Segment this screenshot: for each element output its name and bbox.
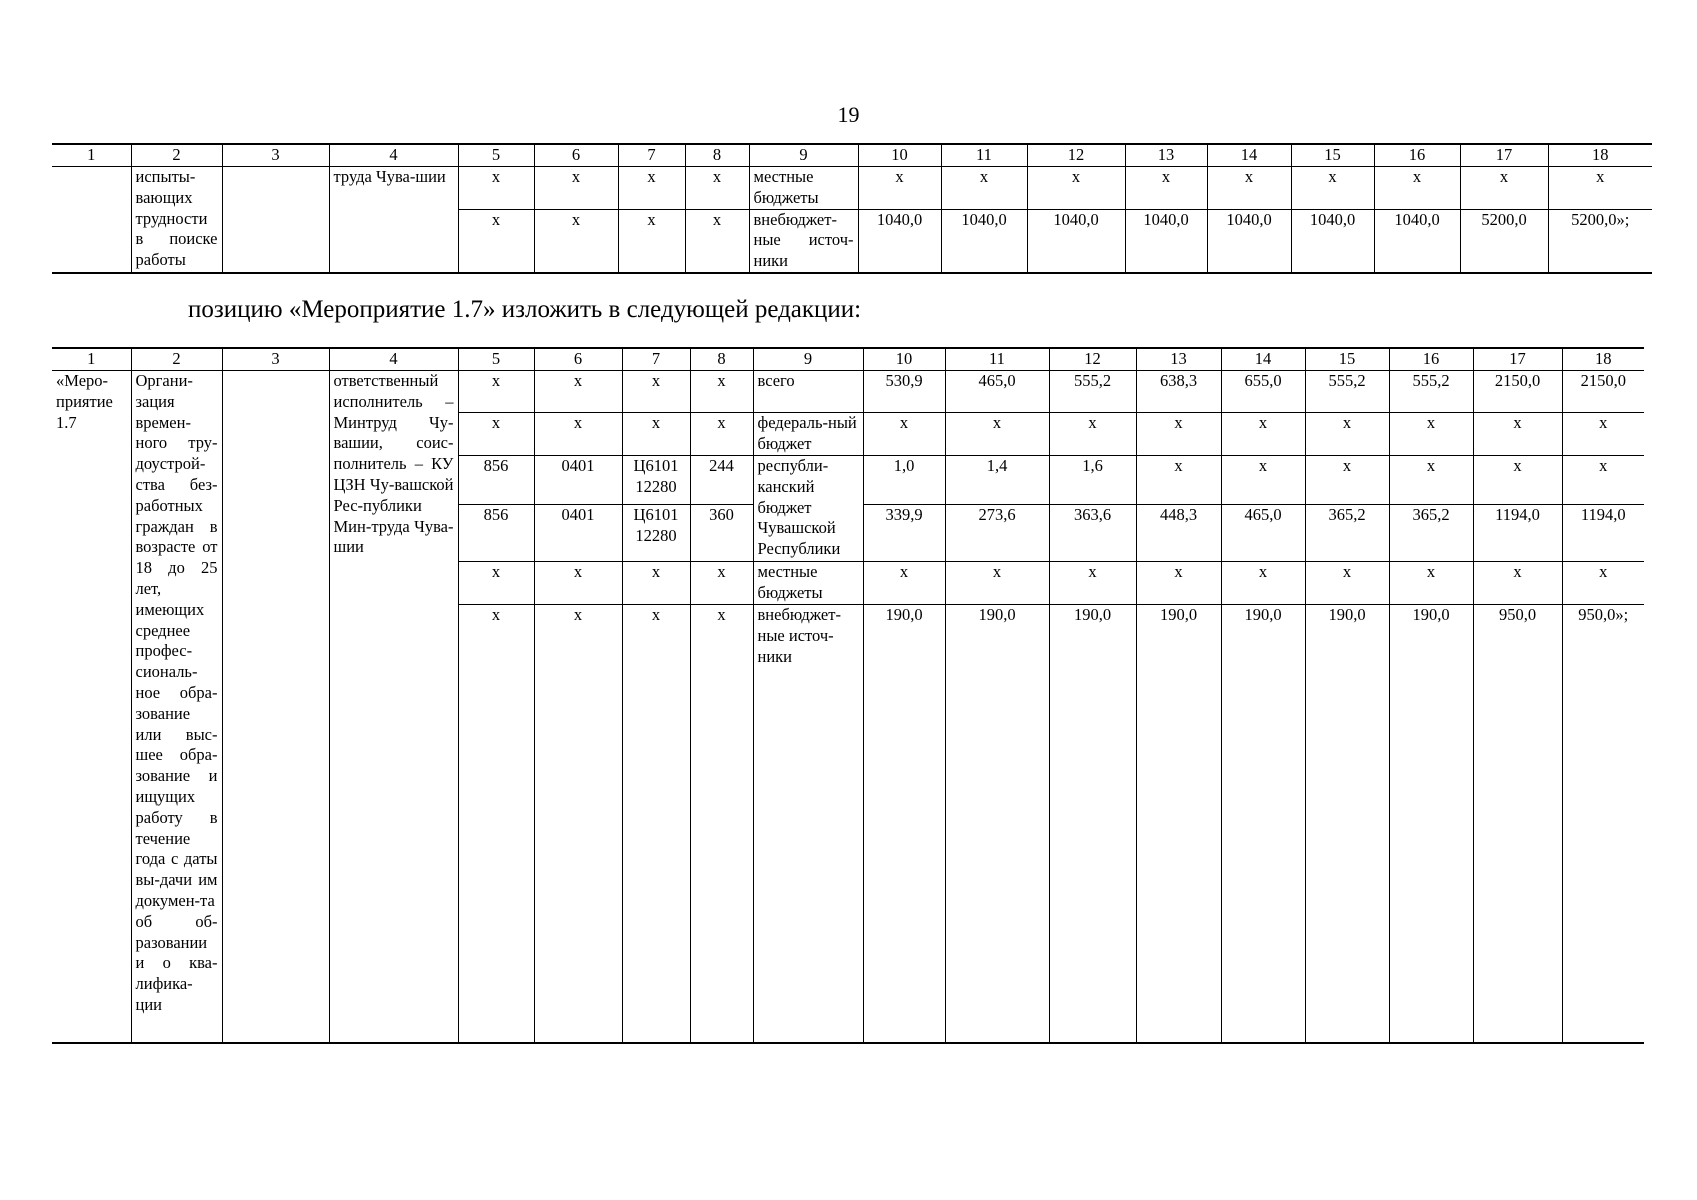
instruction-text: позицию «Мероприятие 1.7» изложить в следующей редакции: <box>188 296 862 323</box>
program-cell <box>222 167 329 274</box>
column-number: 17 <box>1473 348 1562 371</box>
value-cell: х <box>1136 456 1221 505</box>
value-cell: 5200,0»; <box>1548 209 1652 273</box>
value-cell: 190,0 <box>1136 605 1221 1043</box>
value-cell: 1194,0 <box>1473 505 1562 562</box>
code-cell: х <box>458 209 534 273</box>
code-cell: х <box>458 167 534 210</box>
code-cell: х <box>534 605 622 1043</box>
column-number: 16 <box>1389 348 1473 371</box>
value-cell: х <box>1136 413 1221 456</box>
column-number: 11 <box>945 348 1049 371</box>
event-1-7-table <box>52 347 1644 1044</box>
funding-source: внебюджет-ные источ-ники <box>753 605 863 1043</box>
column-number: 15 <box>1291 144 1374 167</box>
code-cell: х <box>534 413 622 456</box>
column-number-header <box>52 144 1652 167</box>
column-number: 3 <box>222 348 329 371</box>
column-number: 12 <box>1049 348 1136 371</box>
column-number: 14 <box>1207 144 1291 167</box>
code-cell: х <box>690 413 753 456</box>
value-cell: 1040,0 <box>1374 209 1460 273</box>
value-cell: х <box>945 562 1049 605</box>
column-number: 9 <box>753 348 863 371</box>
table-row <box>52 167 1652 210</box>
event-number: «Меро-приятие 1.7 <box>52 371 131 1043</box>
column-number: 8 <box>690 348 753 371</box>
value-cell: 1040,0 <box>1125 209 1207 273</box>
column-number: 13 <box>1136 348 1221 371</box>
value-cell: 1,4 <box>945 456 1049 505</box>
value-cell: х <box>1389 562 1473 605</box>
column-number: 18 <box>1548 144 1652 167</box>
column-number: 4 <box>329 348 458 371</box>
code-cell: х <box>458 605 534 1043</box>
value-cell: 190,0 <box>1221 605 1305 1043</box>
value-cell: х <box>941 167 1027 210</box>
value-cell: 190,0 <box>1305 605 1389 1043</box>
page-number: 19 <box>837 102 860 127</box>
code-cell: х <box>534 167 618 210</box>
value-cell: 190,0 <box>945 605 1049 1043</box>
column-number: 7 <box>622 348 690 371</box>
value-cell: 190,0 <box>1049 605 1136 1043</box>
code-cell: 244 <box>690 456 753 505</box>
value-cell: 1040,0 <box>1027 209 1125 273</box>
value-cell: х <box>1221 456 1305 505</box>
value-cell: 465,0 <box>945 371 1049 413</box>
value-cell: х <box>1305 562 1389 605</box>
value-cell: х <box>1305 456 1389 505</box>
code-cell: Ц6101 12280 <box>622 456 690 505</box>
value-cell: 5200,0 <box>1460 209 1548 273</box>
value-cell: х <box>1125 167 1207 210</box>
value-cell: х <box>1136 562 1221 605</box>
value-cell: 1194,0 <box>1562 505 1644 562</box>
code-cell: 360 <box>690 505 753 562</box>
value-cell: х <box>863 413 945 456</box>
value-cell: х <box>1291 167 1374 210</box>
code-cell: х <box>685 209 749 273</box>
column-number: 10 <box>858 144 941 167</box>
value-cell: х <box>1473 562 1562 605</box>
value-cell: х <box>1562 456 1644 505</box>
column-number: 8 <box>685 144 749 167</box>
value-cell: х <box>1305 413 1389 456</box>
value-cell: х <box>1562 413 1644 456</box>
value-cell: 638,3 <box>1136 371 1221 413</box>
value-cell: 2150,0 <box>1473 371 1562 413</box>
funding-source: местные бюджеты <box>753 562 863 605</box>
value-cell: 365,2 <box>1305 505 1389 562</box>
funding-source: внебюджет-ные источ-ники <box>749 209 858 273</box>
column-number: 7 <box>618 144 685 167</box>
code-cell: Ц6101 12280 <box>622 505 690 562</box>
event-description: Органи-зация времен-ного тру-доустрой-ства без-работных граждан в возрасте от 18 до 25 лет, имеющих среднее профес-сиональ-ное обра-зование или выс-шее обра-зование и ищущих работу в течение года с даты вы-дачи им докумен-та об об-разовании и о ква-лифика-ции <box>131 371 222 1043</box>
program-cell <box>222 371 329 1043</box>
value-cell: х <box>1548 167 1652 210</box>
value-cell: х <box>858 167 941 210</box>
value-cell: х <box>1374 167 1460 210</box>
value-cell: х <box>1473 456 1562 505</box>
value-cell: х <box>1460 167 1548 210</box>
value-cell: 465,0 <box>1221 505 1305 562</box>
column-number: 14 <box>1221 348 1305 371</box>
column-number: 17 <box>1460 144 1548 167</box>
value-cell: х <box>1473 413 1562 456</box>
event-cell <box>52 167 131 274</box>
code-cell: х <box>690 562 753 605</box>
value-cell: х <box>1389 413 1473 456</box>
funding-source: республи-канский бюджет Чувашской Республики <box>753 456 863 562</box>
column-number: 6 <box>534 144 618 167</box>
column-number: 1 <box>52 144 131 167</box>
column-number: 11 <box>941 144 1027 167</box>
value-cell: 555,2 <box>1305 371 1389 413</box>
code-cell: х <box>622 413 690 456</box>
column-number: 15 <box>1305 348 1389 371</box>
value-cell: 190,0 <box>863 605 945 1043</box>
value-cell: 339,9 <box>863 505 945 562</box>
value-cell: х <box>1027 167 1125 210</box>
code-cell: х <box>690 371 753 413</box>
value-cell: 950,0»; <box>1562 605 1644 1043</box>
value-cell: 530,9 <box>863 371 945 413</box>
code-cell: 0401 <box>534 505 622 562</box>
code-cell: х <box>618 209 685 273</box>
value-cell: 1040,0 <box>941 209 1027 273</box>
column-number: 5 <box>458 348 534 371</box>
value-cell: 1,6 <box>1049 456 1136 505</box>
code-cell: х <box>534 562 622 605</box>
value-cell: х <box>945 413 1049 456</box>
value-cell: 448,3 <box>1136 505 1221 562</box>
table-row <box>52 371 1644 413</box>
value-cell: 365,2 <box>1389 505 1473 562</box>
code-cell: х <box>690 605 753 1043</box>
value-cell: 950,0 <box>1473 605 1562 1043</box>
executor-cell: труда Чува-шии <box>329 167 458 274</box>
funding-source: всего <box>753 371 863 413</box>
value-cell: х <box>1207 167 1291 210</box>
value-cell: х <box>1389 456 1473 505</box>
column-number: 3 <box>222 144 329 167</box>
value-cell: х <box>863 562 945 605</box>
funding-source: федераль-ный бюджет <box>753 413 863 456</box>
code-cell: 856 <box>458 456 534 505</box>
budget-table-continuation <box>52 143 1652 274</box>
column-number: 10 <box>863 348 945 371</box>
value-cell: 555,2 <box>1389 371 1473 413</box>
value-cell: х <box>1562 562 1644 605</box>
event-description: испыты-вающих трудности в поиске работы <box>131 167 222 274</box>
code-cell: 856 <box>458 505 534 562</box>
value-cell: х <box>1221 562 1305 605</box>
code-cell: х <box>622 371 690 413</box>
value-cell: 1040,0 <box>1291 209 1374 273</box>
code-cell: х <box>534 371 622 413</box>
column-number: 1 <box>52 348 131 371</box>
funding-source: местные бюджеты <box>749 167 858 210</box>
value-cell: 1040,0 <box>1207 209 1291 273</box>
code-cell: х <box>618 167 685 210</box>
code-cell: х <box>622 605 690 1043</box>
column-number: 12 <box>1027 144 1125 167</box>
value-cell: 363,6 <box>1049 505 1136 562</box>
value-cell: х <box>1049 413 1136 456</box>
value-cell: 2150,0 <box>1562 371 1644 413</box>
value-cell: х <box>1049 562 1136 605</box>
value-cell: х <box>1221 413 1305 456</box>
value-cell: 1,0 <box>863 456 945 505</box>
column-number: 2 <box>131 348 222 371</box>
column-number: 13 <box>1125 144 1207 167</box>
column-number: 5 <box>458 144 534 167</box>
value-cell: 555,2 <box>1049 371 1136 413</box>
code-cell: х <box>685 167 749 210</box>
code-cell: х <box>458 562 534 605</box>
executor-cell: ответственный исполнитель – Минтруд Чу-вашии, соис-полнитель – КУ ЦЗН Чу-вашской Рес-публики Мин-труда Чува-шии <box>329 371 458 1043</box>
code-cell: х <box>458 413 534 456</box>
value-cell: 1040,0 <box>858 209 941 273</box>
value-cell: 190,0 <box>1389 605 1473 1043</box>
code-cell: 0401 <box>534 456 622 505</box>
code-cell: х <box>534 209 618 273</box>
column-number: 18 <box>1562 348 1644 371</box>
code-cell: х <box>458 371 534 413</box>
column-number: 4 <box>329 144 458 167</box>
code-cell: х <box>622 562 690 605</box>
column-number: 16 <box>1374 144 1460 167</box>
column-number: 2 <box>131 144 222 167</box>
value-cell: 655,0 <box>1221 371 1305 413</box>
value-cell: 273,6 <box>945 505 1049 562</box>
column-number: 6 <box>534 348 622 371</box>
column-number: 9 <box>749 144 858 167</box>
column-number-header <box>52 348 1644 371</box>
